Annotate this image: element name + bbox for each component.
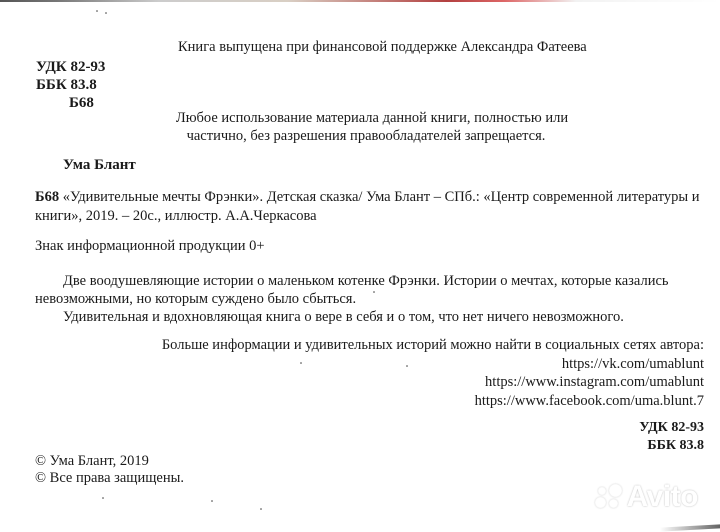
scan-speck: [102, 497, 104, 499]
rights-notice-line-1: Любое использование материала данной книги, полностью или: [175, 110, 569, 126]
bibliographic-line-1: [35, 188, 700, 207]
rights-notice-line-2: частично, без разрешения правообладателей запрещается.: [186, 128, 546, 144]
udk-code: УДК 82-93: [36, 59, 106, 75]
bibliographic-record: [35, 188, 700, 226]
annotation-p1-line-2: невозможными, но которым суждено было сбыться.: [35, 291, 357, 307]
bbk-code-bottom: ББК 83.8: [647, 438, 704, 453]
social-links-block: [162, 336, 704, 410]
copyright-block: [35, 453, 184, 487]
scan-top-edge: [0, 0, 720, 2]
udk-code-bottom: УДК 82-93: [639, 420, 704, 435]
avito-dots-icon: [595, 484, 623, 510]
scan-speck: [211, 500, 213, 502]
annotation: [35, 272, 669, 326]
scan-speck: [373, 291, 375, 293]
scan-speck: [96, 10, 98, 12]
avito-watermark: [595, 480, 698, 514]
scan-bottom-edge-shadow: [660, 524, 720, 531]
info-product-sign: Знак информационной продукции 0+: [35, 238, 265, 254]
annotation-p1-line-1: Две воодушевляющие истории о маленьком котенке Фрэнки. Истории о мечтах, которые казались: [63, 273, 669, 289]
bibliographic-mark: Б68: [35, 189, 60, 205]
social-link-facebook: https://www.facebook.com/uma.blunt.7: [474, 392, 704, 409]
social-link-instagram: https://www.instagram.com/umablunt: [485, 374, 704, 390]
copyright-line-2: © Все права защищены.: [35, 470, 184, 486]
bibliographic-title: «Удивительные мечты Фрэнки». Детская сказка/ Ума Блант – СПб.: «Центр современной литературы и: [59, 189, 700, 205]
bbk-code: ББК 83.8: [36, 77, 97, 93]
author-mark: Б68: [69, 95, 94, 111]
bibliographic-line-2: книги», 2019. – 20с., иллюстр. А.А.Черкасова: [35, 208, 317, 224]
scan-speck: [300, 362, 302, 364]
classification-codes-bottom: [639, 419, 704, 455]
scan-speck: [260, 508, 262, 510]
social-link-vk: https://vk.com/umablunt: [561, 355, 704, 372]
avito-watermark-text: Avito: [626, 480, 698, 513]
funding-note: Книга выпущена при финансовой поддержке Александра Фатеева: [178, 39, 587, 55]
classification-codes-top: [36, 58, 105, 112]
rights-notice: [0, 109, 720, 145]
social-intro: Больше информации и удивительных историй можно найти в социальных сетях автора:: [161, 337, 704, 353]
scan-speck: [406, 365, 408, 367]
author-heading: Ума Блант: [63, 157, 136, 173]
scan-speck: [105, 12, 107, 14]
annotation-p2-line-1: Удивительная и вдохновляющая книга о вере в себя и о том, что нет ничего невозможного.: [63, 309, 624, 325]
copyright-line-1: © Ума Блант, 2019: [35, 453, 149, 469]
